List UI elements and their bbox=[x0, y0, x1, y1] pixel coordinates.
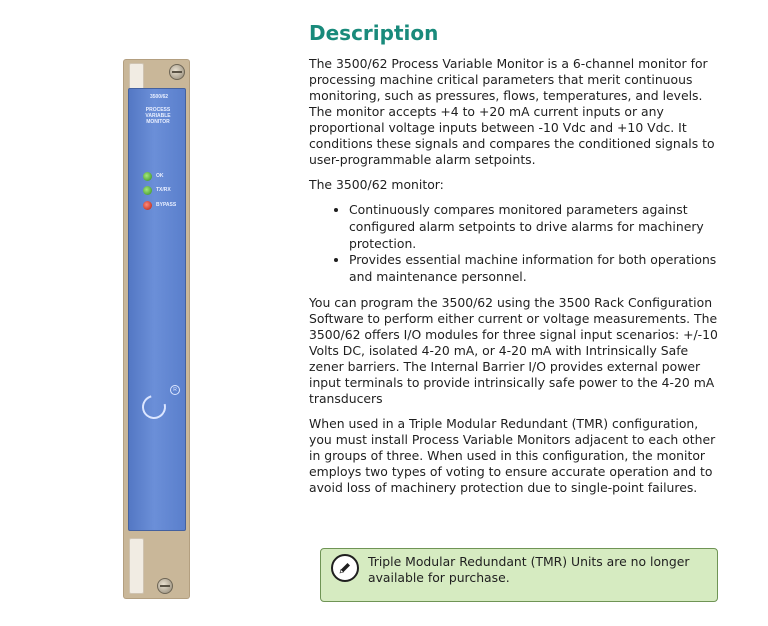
description-paragraph: The 3500/62 Process Variable Monitor is a 6-channel monitor for processing machine critical parameters that merit continuous monitoring, such as pressures, flows, temperatures, and levels. The monitor accepts +4 to +20 mA current inputs or any proportional voltage inputs between -10 Vdc and +10 Vdc. It conditions these signals and compares the conditioned signals to user-programmable alarm setpoints. bbox=[309, 56, 715, 167]
led-ok bbox=[143, 171, 164, 181]
list-item: • Continuously compares monitored parameters against configured alarm setpoints to drive alarms for machinery protection. bbox=[349, 202, 721, 252]
bottom-screw-icon bbox=[157, 578, 173, 594]
module-name-line: MONITOR bbox=[146, 119, 170, 125]
model-label: 3500/62 bbox=[149, 94, 169, 100]
led-label: TX/RX bbox=[156, 187, 171, 193]
note-callout bbox=[320, 548, 718, 602]
bottom-handle bbox=[129, 538, 144, 594]
led-green-icon bbox=[143, 172, 152, 181]
top-handle bbox=[129, 63, 144, 91]
led-red-icon bbox=[143, 201, 152, 210]
monitor-intro: The 3500/62 monitor: bbox=[309, 177, 444, 192]
led-label: OK bbox=[156, 173, 164, 179]
front-panel bbox=[128, 88, 186, 531]
led-green-icon bbox=[143, 186, 152, 195]
top-screw-icon bbox=[169, 64, 185, 80]
feature-list bbox=[309, 202, 721, 286]
led-label: BYPASS bbox=[156, 202, 177, 208]
programming-paragraph: You can program the 3500/62 using the 3500 Rack Configuration Software to perform either current or voltage measurements. The 3500/62 offers I/O modules for three signal input scenarios: +/-10 Volts DC, isolated 4-20 mA, or 4-20 mA with Intrinsically Safe zener barriers. The Internal Barrier I/O provides external power input terminals to provide intrinsically safe power to the 4-20 mA transducers bbox=[309, 294, 718, 406]
module-name-label bbox=[133, 107, 183, 125]
module-name-line: PROCESS bbox=[145, 107, 171, 113]
registered-mark-icon: R bbox=[170, 385, 180, 395]
pencil-icon bbox=[331, 554, 359, 582]
module-name-line: VARIABLE bbox=[145, 113, 171, 119]
led-txrx bbox=[143, 185, 171, 195]
section-title: Description bbox=[309, 21, 439, 45]
led-bypass bbox=[143, 200, 176, 210]
product-image-module bbox=[124, 60, 189, 598]
brand-logo-icon bbox=[138, 391, 171, 424]
description-section bbox=[309, 20, 721, 505]
list-item: • Provides essential machine information for both operations and maintenance personnel. bbox=[349, 252, 721, 286]
note-text: Triple Modular Redundant (TMR) Units are no longer available for purchase. bbox=[368, 554, 690, 585]
tmr-paragraph: When used in a Triple Modular Redundant (TMR) configuration, you must install Process Variable Monitors adjacent to each other in groups of three. When used in this configuration, the monitor employs two types of voting to ensure accurate operation and to avoid loss of machinery protection due to single-point failures. bbox=[309, 415, 716, 495]
